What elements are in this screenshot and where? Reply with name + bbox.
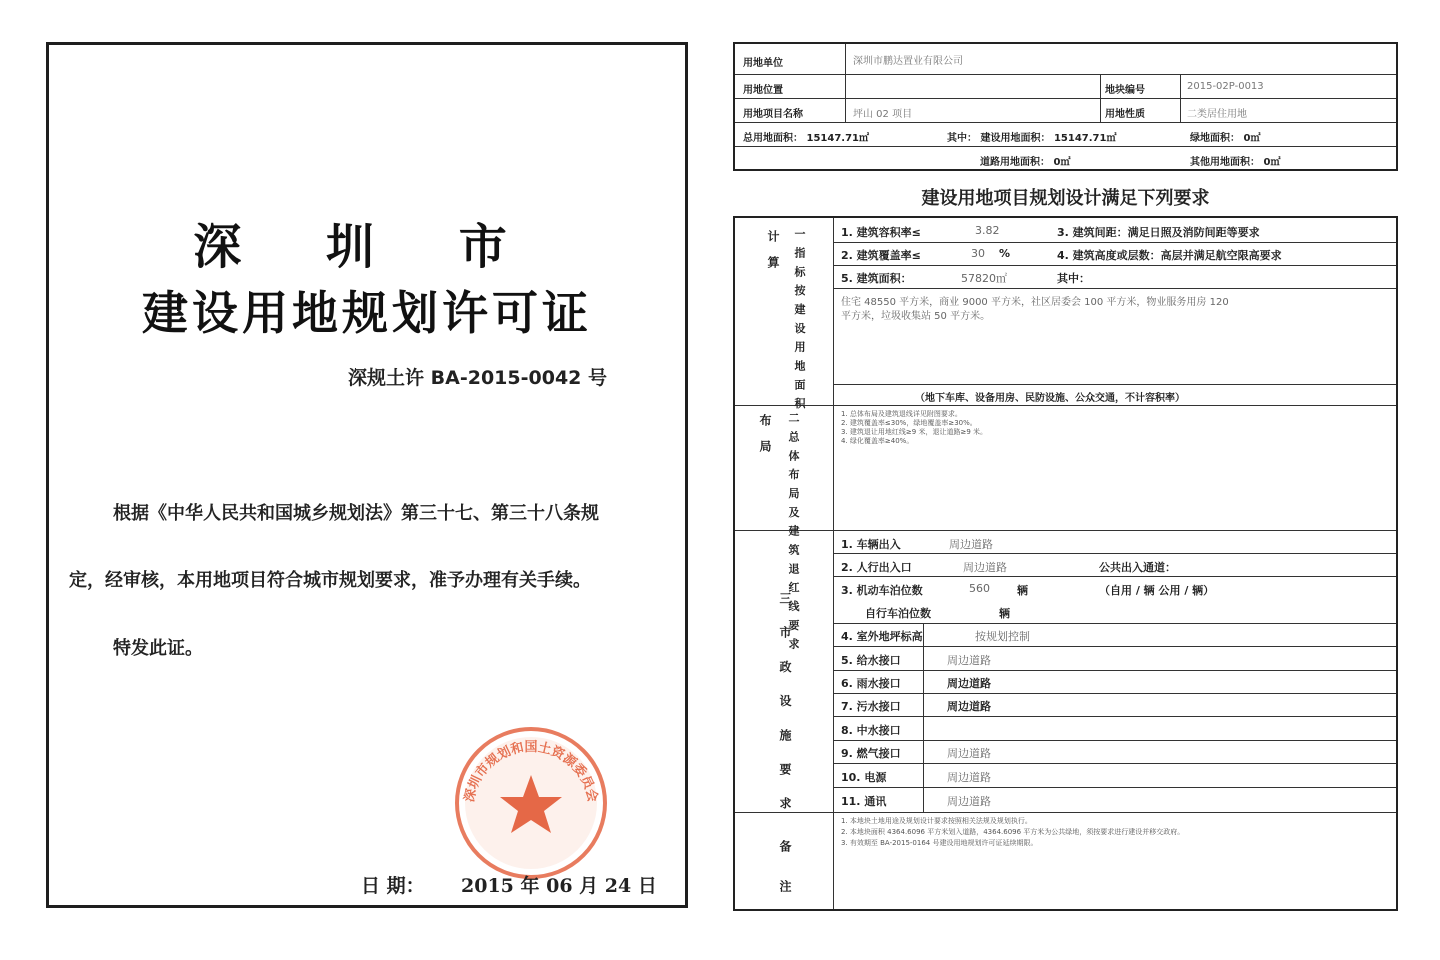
- official-seal: [451, 723, 611, 883]
- road-area: 道路用地面积： 0㎡: [980, 157, 1071, 168]
- land-info-table: [733, 42, 1398, 171]
- public-passage-label: 公共出入通道：: [1099, 561, 1176, 574]
- section4-side-remarks: 备 注: [778, 840, 792, 905]
- layout-note-4: 4. 绿化覆盖率≥40%。: [841, 437, 914, 445]
- section1-side-title: 一 指 标 按 建 设 用 地 面 积: [793, 228, 806, 411]
- telecom-value: 周边道路: [947, 795, 991, 808]
- power-label: 10. 电源: [841, 771, 887, 784]
- project-name-value: 坪山 02 项目: [853, 109, 913, 120]
- bike-parking-unit: 辆: [999, 607, 1010, 620]
- certificate-title: 建设用地规划许可证: [142, 286, 592, 340]
- car-parking-label: 3. 机动车泊位数: [841, 584, 923, 597]
- spacing-requirement: 3. 建筑间距：满足日照及消防间距等要求: [1057, 226, 1260, 239]
- bike-parking-label: 自行车泊位数: [865, 607, 931, 620]
- permit-number: 深规土许 BA-2015-0042 号: [348, 367, 607, 389]
- plot-number-value: 2015-02P-0013: [1187, 81, 1264, 92]
- car-parking-split: （自用 / 辆 公用 / 辆）: [1099, 584, 1215, 597]
- green-area: 绿地面积： 0㎡: [1190, 133, 1261, 144]
- reclaimed-water-label: 8. 中水接口: [841, 724, 901, 737]
- body-paragraph-line-1: 根据《中华人民共和国城乡规划法》第三十七、第三十八条规: [113, 503, 599, 524]
- section3-side-title: 三 市 政 设 施 要 求: [778, 592, 792, 819]
- remark-1: 1. 本地块土地用途及规划设计要求按照相关法规及规划执行。: [841, 817, 1032, 825]
- far-exclusion-note: （地下车库、设备用房、民防设施、公众交通，不计容积率）: [915, 393, 1185, 404]
- coverage-value: 30: [971, 247, 985, 260]
- location-label: 用地位置: [743, 85, 783, 96]
- layout-note-1: 1. 总体布局及建筑退线详见附图要求。: [841, 410, 962, 418]
- remark-2: 2. 本地块面积 4364.6096 平方米划入道路，4364.6096 平方米为公共绿地，须按要求进行建设并移交政府。: [841, 828, 1185, 836]
- requirements-title: 建设用地项目规划设计满足下列要求: [921, 188, 1210, 209]
- applicant-label: 用地单位: [743, 58, 783, 69]
- pedestrian-access-label: 2. 人行出入口: [841, 561, 912, 574]
- water-supply-value: 周边道路: [947, 654, 991, 667]
- pedestrian-access-value: 周边道路: [963, 561, 1007, 574]
- land-use-value: 二类居住用地: [1187, 109, 1247, 120]
- telecom-label: 11. 通讯: [841, 795, 887, 808]
- vehicle-access-label: 1. 车辆出入: [841, 538, 901, 551]
- other-area: 其他用地面积： 0㎡: [1190, 157, 1281, 168]
- body-paragraph-line-2: 定，经审核，本用地项目符合城市规划要求，准予办理有关手续。: [69, 570, 591, 591]
- car-parking-value: 560: [969, 582, 990, 595]
- floor-area-detail-2: 平方米，垃圾收集站 50 平方米。: [841, 311, 991, 322]
- floor-area-value: 57820㎡: [961, 272, 1007, 285]
- city-heading: 深 圳 市: [193, 219, 541, 275]
- far-label: 1. 建筑容积率≤: [841, 226, 921, 239]
- height-requirement: 4. 建筑高度或层数：高层并满足航空限高要求: [1057, 249, 1282, 262]
- ground-elevation-value: 按规划控制: [975, 630, 1030, 643]
- coverage-label: 2. 建筑覆盖率≤: [841, 249, 921, 262]
- layout-note-3: 3. 建筑退让用地红线≥9 米，退让道路≥9 米。: [841, 428, 987, 436]
- sewage-value: 周边道路: [947, 700, 991, 713]
- date-value: 2015 年 06 月 24 日: [461, 875, 657, 897]
- total-area: 总用地面积： 15147.71㎡: [743, 133, 869, 144]
- far-value: 3.82: [975, 224, 1000, 237]
- floor-area-breakdown-label: 其中：: [1057, 272, 1090, 285]
- floor-area-detail-1: 住宅 48550 平方米，商业 9000 平方米，社区居委会 100 平方米，物业服务用房 120: [841, 297, 1229, 308]
- water-supply-label: 5. 给水接口: [841, 654, 901, 667]
- layout-note-2: 2. 建筑覆盖率≤30%，绿地覆盖率≥30%。: [841, 419, 977, 427]
- date-label: 日 期：: [361, 875, 425, 897]
- remark-3: 3. 有效期至 BA-2015-0164 号建设用地规划许可证延续期限。: [841, 839, 1038, 847]
- gas-value: 周边道路: [947, 747, 991, 760]
- floor-area-label: 5. 建筑面积：: [841, 272, 912, 285]
- coverage-unit: %: [999, 247, 1011, 260]
- car-parking-unit: 辆: [1017, 584, 1028, 597]
- seal-text: 深圳市规划和国土资源委员会: [462, 740, 600, 804]
- vehicle-access-value: 周边道路: [949, 538, 993, 551]
- project-name-label: 用地项目名称: [743, 109, 803, 120]
- section2-side-layout: 布 局: [758, 414, 772, 458]
- requirements-table: [733, 216, 1398, 911]
- plot-number-label: 地块编号: [1105, 85, 1145, 96]
- section2-side-title: 二 总 体 布 局 及 建 筑 退 红 线 要 求: [787, 412, 800, 651]
- rainwater-label: 6. 雨水接口: [841, 677, 901, 690]
- applicant-value: 深圳市鹏达置业有限公司: [853, 56, 963, 67]
- construction-area: 其中： 建设用地面积： 15147.71㎡: [947, 133, 1117, 144]
- section1-side-calc: 计 算: [766, 230, 780, 274]
- rainwater-value: 周边道路: [947, 677, 991, 690]
- ground-elevation-label: 4. 室外地坪标高: [841, 630, 923, 643]
- gas-label: 9. 燃气接口: [841, 747, 901, 760]
- permit-certificate-page: [46, 42, 688, 908]
- land-use-label: 用地性质: [1105, 109, 1145, 120]
- body-paragraph-line-3: 特发此证。: [113, 638, 203, 659]
- sewage-label: 7. 污水接口: [841, 700, 901, 713]
- power-value: 周边道路: [947, 771, 991, 784]
